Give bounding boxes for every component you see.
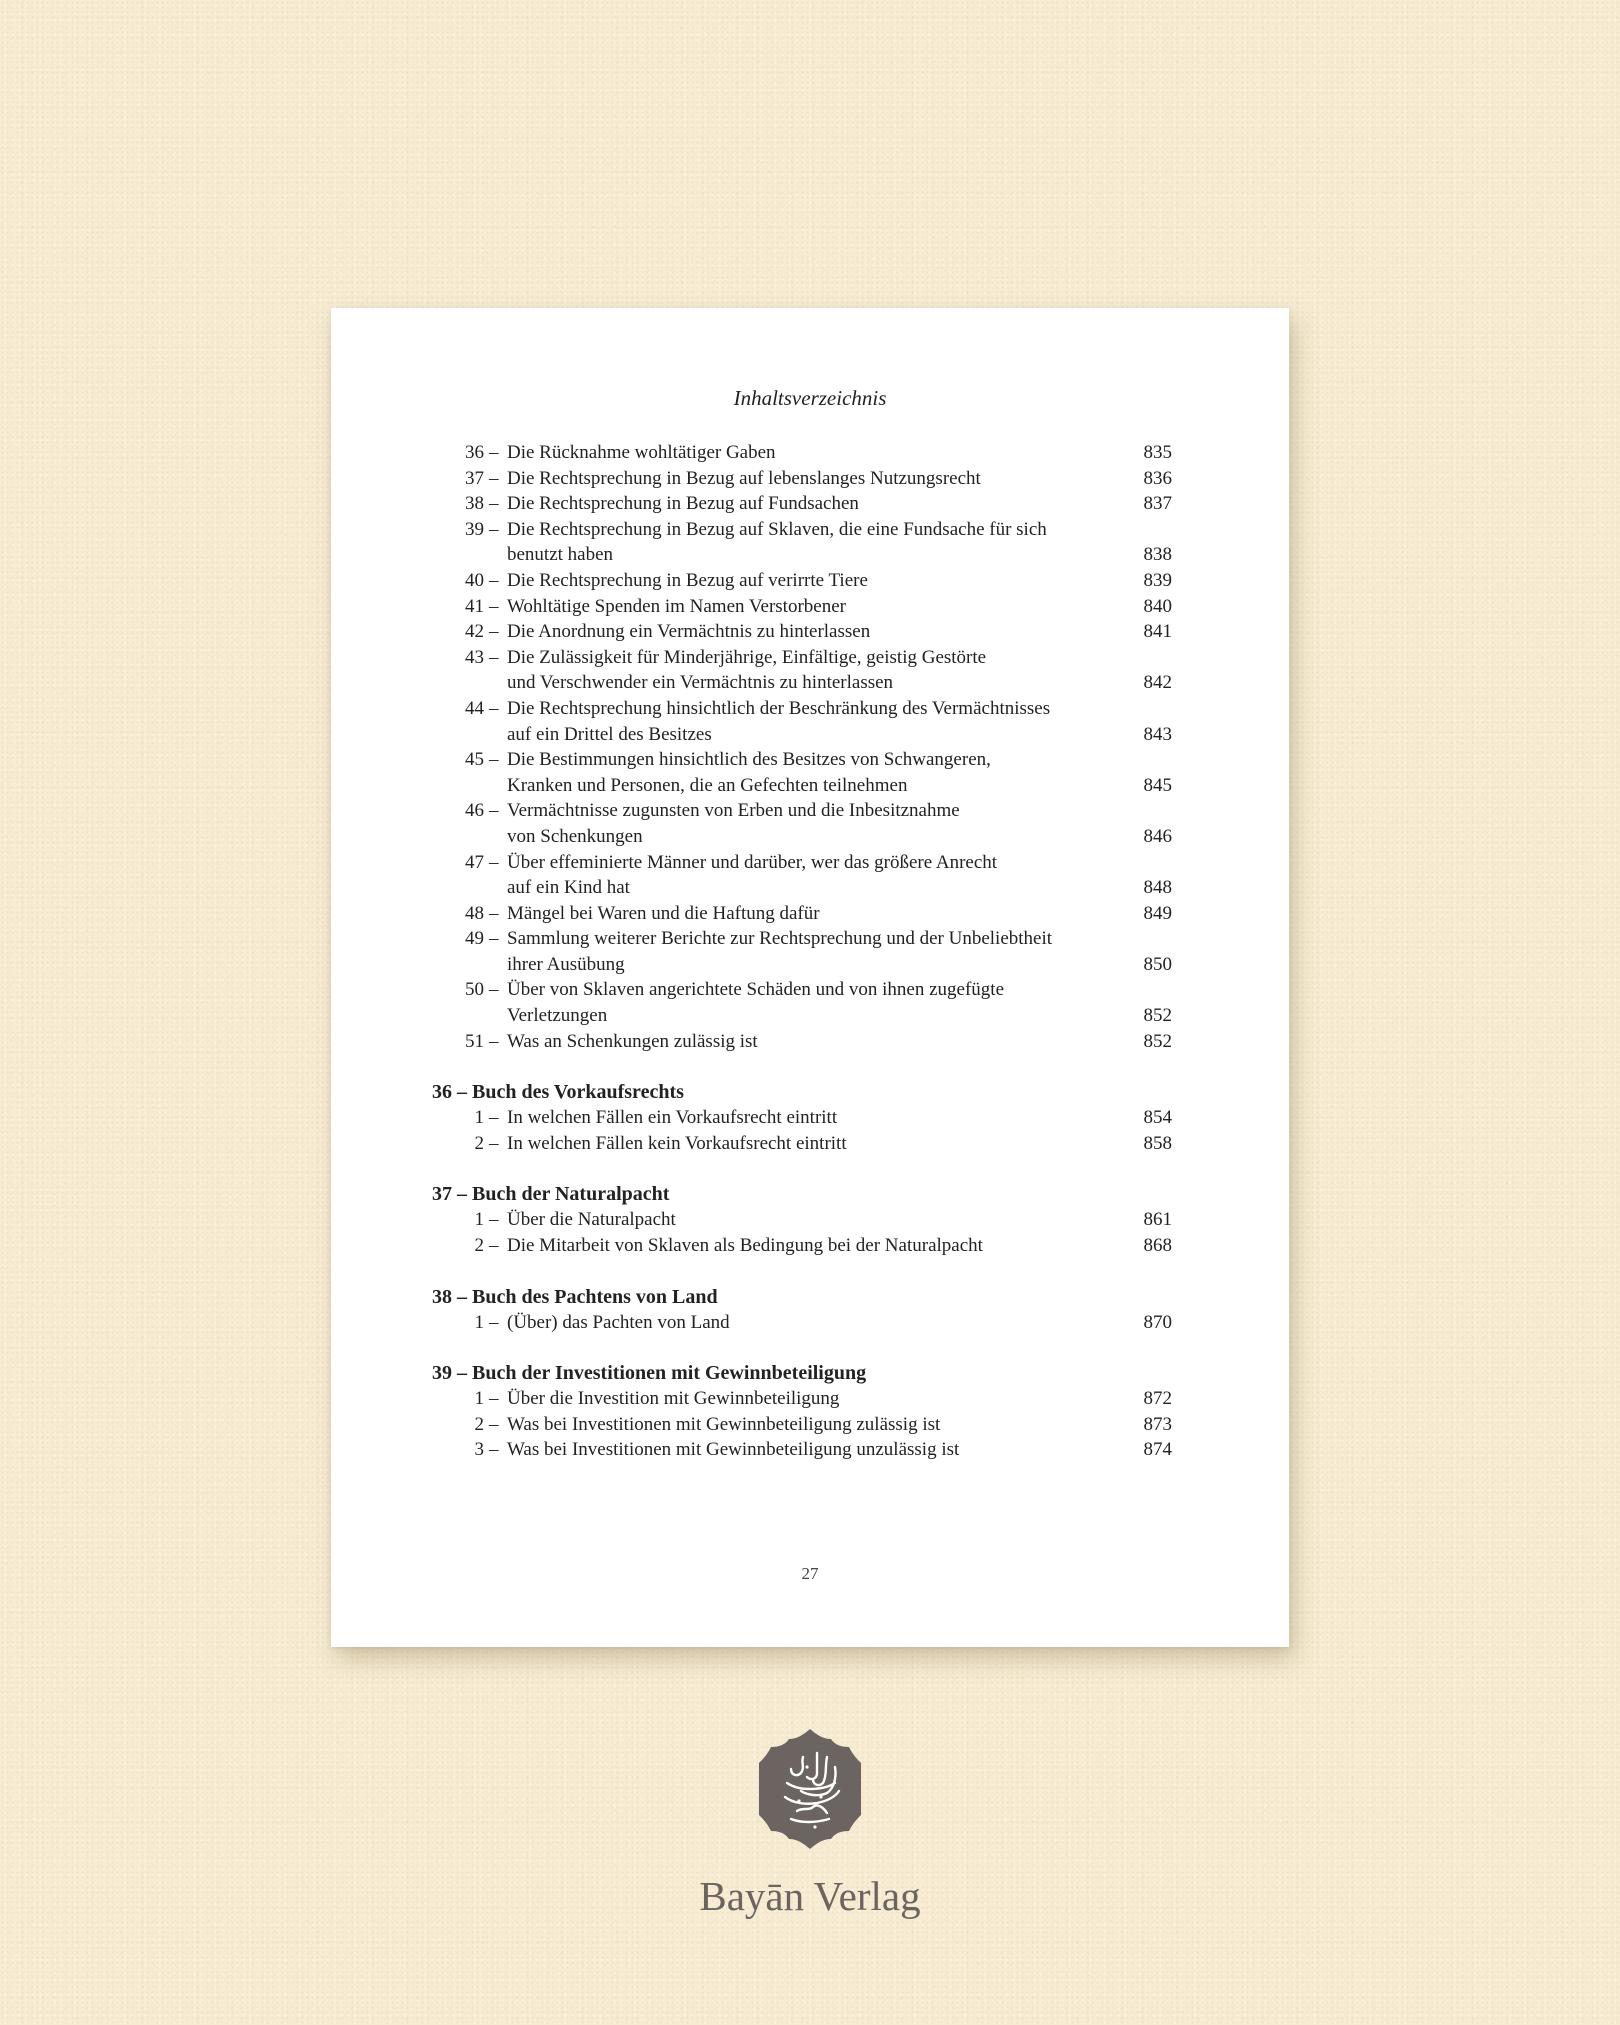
entry-separator: – [489, 1235, 499, 1257]
entry-title: Die Mitarbeit von Sklaven als Bedingung bei der Naturalpacht [507, 1235, 983, 1257]
entry-page-number: 854 [1143, 1107, 1172, 1129]
entry-title: Die Rücknahme wohltätiger Gaben [507, 442, 776, 463]
entry-number: 1 [474, 1388, 484, 1410]
entry-number: 46 [465, 800, 484, 822]
entry-page-number: 868 [1143, 1235, 1172, 1257]
entry-separator: – [489, 621, 499, 643]
running-head: Inhaltsverzeichnis [733, 386, 887, 410]
entry-separator: – [489, 493, 499, 515]
entry-title-continuation: ihrer Ausübung [507, 953, 625, 975]
toc-entry [462, 1310, 1172, 1336]
entry-page-number: 872 [1143, 1388, 1172, 1410]
publisher-name: Bayān Verlag [699, 1873, 921, 1919]
entry-title: Über von Sklaven angerichtete Schäden und von ihnen zugefügte [507, 979, 1005, 1001]
toc-entry [462, 696, 1172, 747]
entry-title-continuation: von Schenkungen [507, 825, 643, 847]
entry-title: Die Anordnung ein Vermächtnis zu hinterlassen [507, 621, 871, 643]
entry-number: 2 [474, 1235, 484, 1257]
table-of-contents [432, 440, 1172, 1463]
entry-page-number: 846 [1143, 825, 1172, 847]
entry-number: 47 [465, 851, 484, 873]
entry-title: In welchen Fällen ein Vorkaufsrecht eintritt [507, 1107, 838, 1129]
toc-entry [462, 1386, 1172, 1412]
entry-separator: – [489, 467, 499, 489]
toc-entry [462, 594, 1172, 620]
entry-page-number: 870 [1143, 1311, 1172, 1333]
entry-title-continuation: benutzt haben [507, 544, 614, 566]
entry-page-number: 861 [1143, 1209, 1172, 1231]
toc-entry [462, 926, 1172, 977]
toc-entry [462, 901, 1172, 927]
book-heading: 36 – Buch des Vorkaufsrechts [432, 1081, 684, 1104]
toc-entry [462, 1131, 1172, 1157]
entry-title: Die Rechtsprechung hinsichtlich der Beschränkung des Vermächtnisses [507, 697, 1051, 719]
book-page [331, 308, 1289, 1647]
entry-title: Was bei Investitionen mit Gewinnbeteiligung zulässig ist [507, 1413, 941, 1435]
entry-title-continuation: und Verschwender ein Vermächtnis zu hinterlassen [507, 672, 894, 694]
book-list [432, 1079, 1172, 1463]
toc-entry [462, 1233, 1172, 1259]
entry-title: Was an Schenkungen zulässig ist [507, 1030, 758, 1052]
calligraphy-seal-icon [757, 1727, 863, 1851]
entry-number: 44 [465, 697, 484, 719]
entry-separator: – [489, 851, 499, 873]
toc-entry [462, 1105, 1172, 1131]
entry-number: 1 [474, 1107, 484, 1129]
entry-page-number: 850 [1143, 953, 1172, 975]
toc-entry [462, 645, 1172, 696]
entry-title: Die Bestimmungen hinsichtlich des Besitzes von Schwangeren, [507, 749, 991, 771]
entry-title: Vermächtnisse zugunsten von Erben und die Inbesitznahme [507, 800, 960, 822]
entry-page-number: 835 [1143, 442, 1172, 463]
entry-number: 42 [465, 621, 484, 643]
entry-page-number: 874 [1143, 1439, 1172, 1461]
entry-page-number: 841 [1143, 621, 1172, 643]
entry-number: 40 [465, 569, 484, 591]
toc-entry [462, 619, 1172, 645]
entry-page-number: 845 [1143, 774, 1172, 796]
entry-separator: – [489, 1209, 499, 1231]
entry-number: 2 [474, 1132, 484, 1154]
entry-number: 39 [465, 518, 484, 540]
entry-number: 51 [465, 1030, 484, 1052]
entry-number: 41 [465, 595, 484, 617]
toc-entry [462, 1437, 1172, 1463]
entry-number: 3 [474, 1439, 484, 1461]
entry-number: 49 [465, 928, 484, 950]
book-heading: 38 – Buch des Pachtens von Land [432, 1285, 718, 1308]
toc-entry [462, 1412, 1172, 1438]
entry-title: Die Zulässigkeit für Minderjährige, Einfältige, geistig Gestörte [507, 646, 987, 668]
entry-page-number: 852 [1143, 1030, 1172, 1052]
entry-page-number: 848 [1143, 877, 1172, 899]
entry-number: 48 [465, 902, 484, 924]
toc-entry [462, 798, 1172, 849]
entry-separator: – [489, 902, 499, 924]
entry-separator: – [489, 595, 499, 617]
entry-separator: – [489, 749, 499, 771]
toc-entry [462, 466, 1172, 492]
entry-separator: – [489, 1107, 499, 1129]
entry-title: Über die Investition mit Gewinnbeteiligung [507, 1388, 840, 1410]
entry-page-number: 849 [1143, 902, 1172, 924]
entry-title: Über effeminierte Männer und darüber, wer das größere Anrecht [507, 851, 998, 873]
entry-page-number: 842 [1143, 672, 1172, 694]
book-heading: 39 – Buch der Investitionen mit Gewinnbeteiligung [432, 1362, 867, 1385]
entry-separator: – [489, 442, 499, 463]
entry-separator: – [489, 569, 499, 591]
entry-separator: – [489, 928, 499, 950]
toc-entry [462, 850, 1172, 901]
entry-separator: – [489, 1439, 499, 1461]
entry-page-number: 837 [1143, 493, 1172, 515]
chapter-list [462, 440, 1172, 1054]
entry-title: Die Rechtsprechung in Bezug auf lebenslanges Nutzungsrecht [507, 467, 981, 489]
entry-separator: – [489, 1413, 499, 1435]
toc-entry [462, 568, 1172, 594]
entry-number: 36 [465, 442, 484, 463]
toc-entry [462, 517, 1172, 568]
toc-entry [462, 1207, 1172, 1233]
entry-page-number: 873 [1143, 1413, 1172, 1435]
entry-title-continuation: auf ein Drittel des Besitzes [507, 723, 712, 745]
entry-number: 1 [474, 1209, 484, 1231]
entry-separator: – [489, 800, 499, 822]
entry-number: 45 [465, 749, 484, 771]
entry-title: Was bei Investitionen mit Gewinnbeteiligung unzulässig ist [507, 1439, 960, 1461]
entry-number: 37 [465, 467, 484, 489]
entry-title: Die Rechtsprechung in Bezug auf Sklaven, die eine Fundsache für sich [507, 518, 1047, 540]
entry-title: Wohltätige Spenden im Namen Verstorbener [507, 595, 846, 617]
entry-page-number: 852 [1143, 1005, 1172, 1027]
entry-title: Die Rechtsprechung in Bezug auf verirrte Tiere [507, 569, 868, 591]
toc-entry [462, 747, 1172, 798]
entry-page-number: 838 [1143, 544, 1172, 566]
entry-title: In welchen Fällen kein Vorkaufsrecht eintritt [507, 1132, 847, 1154]
entry-title: Die Rechtsprechung in Bezug auf Fundsachen [507, 493, 859, 515]
toc-entry [462, 491, 1172, 517]
entry-page-number: 840 [1143, 595, 1172, 617]
entry-number: 2 [474, 1413, 484, 1435]
entry-separator: – [489, 646, 499, 668]
entry-number: 50 [465, 979, 484, 1001]
entry-page-number: 839 [1143, 569, 1172, 591]
book-heading: 37 – Buch der Naturalpacht [432, 1183, 670, 1206]
entry-title: Über die Naturalpacht [507, 1209, 676, 1231]
entry-title: Sammlung weiterer Berichte zur Rechtsprechung und der Unbeliebtheit [507, 928, 1053, 950]
entry-separator: – [489, 697, 499, 719]
entry-number: 43 [465, 646, 484, 668]
entry-separator: – [489, 1132, 499, 1154]
entry-title: (Über) das Pachten von Land [507, 1311, 730, 1333]
entry-number: 38 [465, 493, 484, 515]
entry-separator: – [489, 979, 499, 1001]
toc-entry [462, 977, 1172, 1028]
entry-title-continuation: auf ein Kind hat [507, 877, 630, 899]
entry-separator: – [489, 1388, 499, 1410]
entry-separator: – [489, 518, 499, 540]
entry-page-number: 836 [1143, 467, 1172, 489]
entry-page-number: 858 [1143, 1132, 1172, 1154]
entry-title-continuation: Verletzungen [507, 1005, 608, 1027]
entry-title: Mängel bei Waren und die Haftung dafür [507, 902, 820, 924]
entry-title-continuation: Kranken und Personen, die an Gefechten teilnehmen [507, 774, 908, 796]
page-number: 27 [801, 1564, 819, 1583]
entry-number: 1 [474, 1311, 484, 1333]
entry-page-number: 843 [1143, 723, 1172, 745]
toc-entry [462, 1029, 1172, 1055]
entry-separator: – [489, 1030, 499, 1052]
toc-entry [462, 440, 1172, 466]
entry-separator: – [489, 1311, 499, 1333]
